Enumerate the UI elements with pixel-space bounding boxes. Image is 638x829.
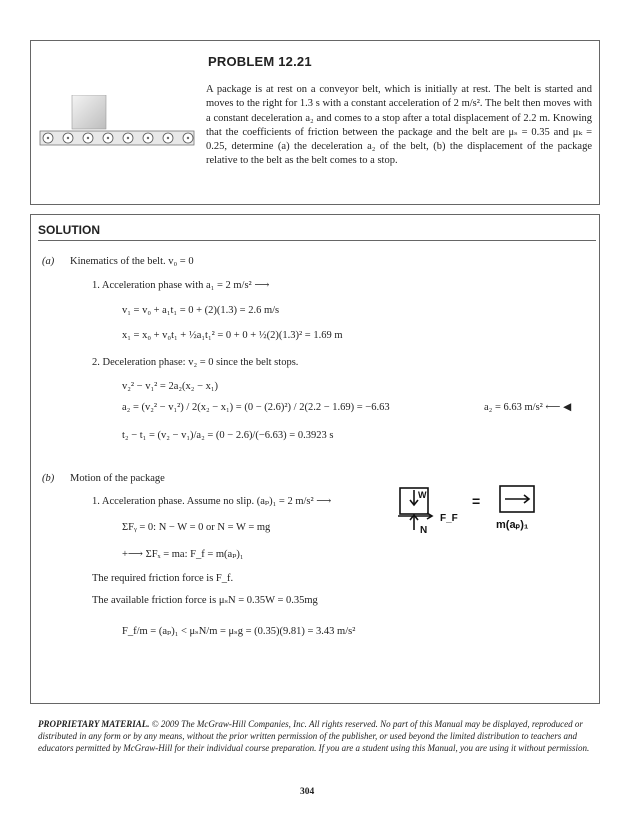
available-friction-text: The available friction force is μₛN = 0.35W = 0.35mg bbox=[92, 595, 318, 606]
fbd-equals: = bbox=[472, 493, 481, 509]
fbd-normal-label: N bbox=[420, 525, 428, 536]
step-2: 2. Deceleration phase: v₂ = 0 since the belt stops. bbox=[92, 357, 299, 368]
equation-time: t₂ − t₁ = (v₂ − v₁)/a₂ = (0 − 2.6)/(−6.63) = 0.3923 s bbox=[122, 430, 334, 441]
step-b1: 1. Acceleration phase. Assume no slip. (aₚ)₁ = 2 m/s² ⟶ bbox=[92, 496, 332, 507]
problem-statement: A package is at rest on a conveyor belt, which is initially at rest. The belt is started and moves to the right for 1.3 s with a constant acceleration of 2 m/s². The belt then moves with a constant deceleration a₂ and comes to a stop after a total displacement of 2.2 m. Knowing that the coefficients of friction between the package and the belt are μₛ = 0.35 and μₖ = 0.25, determine (a) the deceleration a₂ of the belt, (b) the displacement of the package relative to the belt as the belt comes to a stop. bbox=[206, 84, 592, 167]
equation-sum-fx: +⟶ ΣFₓ = ma: F_f = m(aₚ)₁ bbox=[122, 549, 244, 560]
equation-kinematics: v₂² − v₁² = 2a₂(x₂ − x₁) bbox=[122, 381, 219, 392]
part-a-intro: Kinematics of the belt. v₀ = 0 bbox=[70, 256, 194, 267]
answer-a: a₂ = 6.63 m/s² ⟵ ◀ bbox=[484, 402, 572, 413]
equation-ratio: F_f/m = (aₚ)₁ < μₛN/m = μₛg = (0.35)(9.81) = 3.43 m/s² bbox=[122, 626, 356, 637]
part-b-label: (b) bbox=[42, 473, 55, 484]
free-body-diagram bbox=[392, 482, 602, 542]
equation-x1: x₁ = x₀ + v₀t₁ + ½a₁t₁² = 0 + 0 + ½(2)(1.3)² = 1.69 m bbox=[122, 330, 343, 341]
part-a-label: (a) bbox=[42, 256, 55, 267]
step-1: 1. Acceleration phase with a₁ = 2 m/s² ⟶ bbox=[92, 280, 270, 291]
copyright-footer bbox=[38, 718, 600, 754]
conveyor-illustration bbox=[38, 95, 196, 155]
footer-lead: PROPRIETARY MATERIAL. bbox=[38, 719, 150, 729]
problem-title: PROBLEM 12.21 bbox=[208, 54, 312, 69]
footer-text: © 2009 The McGraw-Hill Companies, Inc. All rights reserved. No part of this Manual may be displayed, reproduced or distributed in any form or by any means, without the prior written permission of the publisher, or used beyond the limited distribution to teachers and educators permitted by McGraw-Hill for their individual course preparation. If you are a student using this Manual, you are using it without permission. bbox=[38, 719, 590, 753]
required-friction-text: The required friction force is F_f. bbox=[92, 573, 234, 584]
equation-v1: v₁ = v₀ + a₁t₁ = 0 + (2)(1.3) = 2.6 m/s bbox=[122, 305, 280, 316]
package bbox=[72, 95, 106, 129]
part-b-intro: Motion of the package bbox=[70, 473, 165, 484]
equation-sum-fy: ΣFᵧ = 0: N − W = 0 or N = W = mg bbox=[122, 522, 271, 533]
solution-heading: SOLUTION bbox=[38, 223, 596, 241]
fbd-friction-label: F_F bbox=[440, 513, 458, 524]
fbd-ma-label: m(aₚ)₁ bbox=[496, 519, 529, 531]
fbd-weight-label: W bbox=[418, 490, 427, 500]
page-number: 304 bbox=[300, 787, 315, 797]
equation-a2: a₂ = (v₂² − v₁²) / 2(x₂ − x₁) = (0 − (2.6)²) / 2(2.2 − 1.69) = −6.63 bbox=[122, 402, 390, 413]
